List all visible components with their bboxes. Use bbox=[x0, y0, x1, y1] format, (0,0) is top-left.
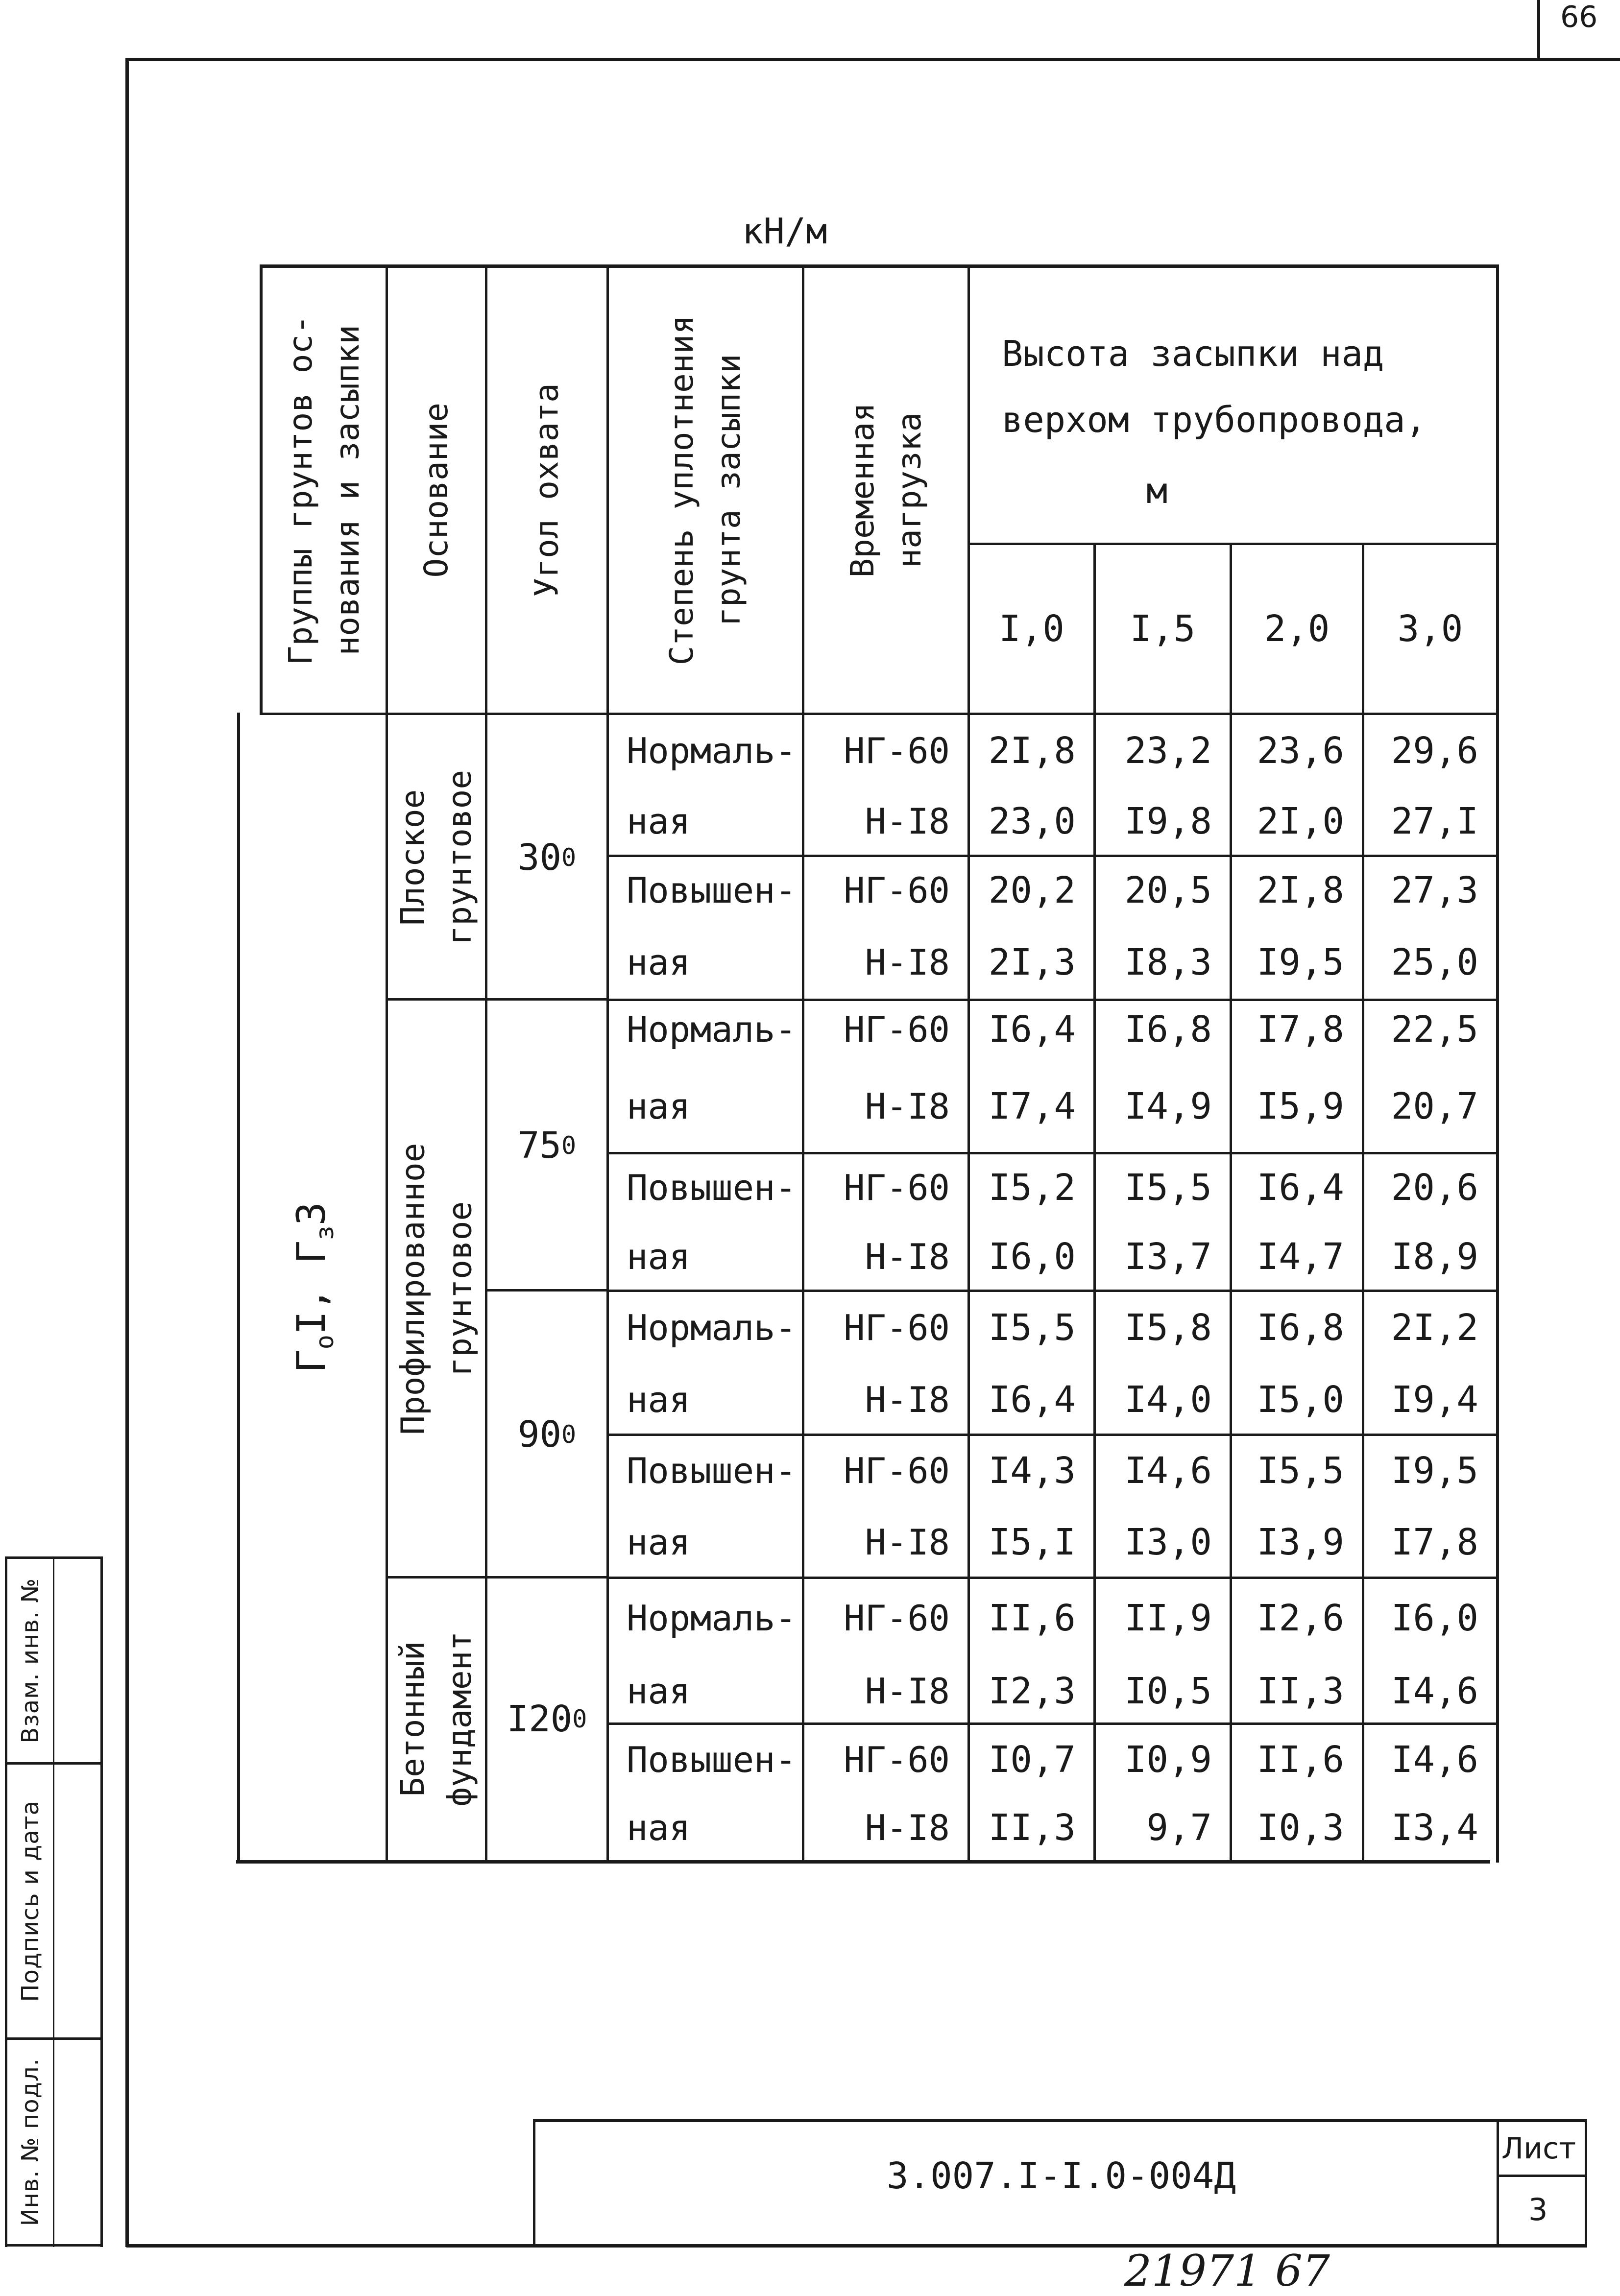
header-load: Временная нагрузка bbox=[843, 403, 928, 578]
value-cell: II,9 bbox=[1124, 1597, 1212, 1639]
value-cell: 27,3 bbox=[1391, 869, 1478, 911]
value-cell: I4,7 bbox=[1257, 1235, 1344, 1278]
value-cell: I6,4 bbox=[988, 1008, 1076, 1051]
compaction-cell: Нормаль- bbox=[627, 1009, 797, 1050]
value-cell: 20,5 bbox=[1124, 869, 1212, 911]
value-cell: I7,8 bbox=[1391, 1521, 1478, 1563]
compaction-cell: Нормаль- bbox=[627, 1307, 797, 1348]
compaction-cell: ная bbox=[627, 1807, 691, 1848]
compaction-cell: Нормаль- bbox=[627, 1597, 797, 1639]
compaction-cell: ная bbox=[627, 1085, 691, 1127]
value-cell: I2,6 bbox=[1257, 1597, 1344, 1639]
value-cell: I3,4 bbox=[1391, 1806, 1478, 1849]
sheet-label: Лист bbox=[1501, 2131, 1576, 2166]
sheet-number: 3 bbox=[1528, 2192, 1548, 2227]
value-cell: I8,9 bbox=[1391, 1235, 1478, 1278]
load-cell: НГ-60 bbox=[844, 1307, 950, 1348]
value-cell: 27,I bbox=[1391, 800, 1478, 842]
value-cell: II,6 bbox=[1257, 1738, 1344, 1781]
compaction-cell: Нормаль- bbox=[627, 730, 797, 771]
header-angle: Угол охвата bbox=[528, 383, 566, 598]
value-cell: I3,9 bbox=[1257, 1521, 1344, 1563]
base-concrete: Бетонный фундамент bbox=[394, 1631, 479, 1807]
load-cell: НГ-60 bbox=[844, 730, 950, 771]
value-cell: I5,5 bbox=[1257, 1449, 1344, 1492]
value-cell: I0,9 bbox=[1124, 1738, 1212, 1781]
stamp-strip-right bbox=[100, 1556, 103, 2247]
value-cell: II,3 bbox=[1257, 1670, 1344, 1712]
value-cell: I2,3 bbox=[988, 1670, 1076, 1712]
value-cell: I4,9 bbox=[1124, 1085, 1212, 1127]
title-block-sheet-sep bbox=[1497, 2175, 1587, 2177]
stamp-sign-date: Подпись и дата bbox=[16, 1800, 44, 2002]
compaction-cell: ная bbox=[627, 1670, 691, 1712]
base-sep-1 bbox=[386, 998, 487, 1001]
value-cell: I6,0 bbox=[988, 1235, 1076, 1278]
value-cell: 2I,2 bbox=[1391, 1306, 1478, 1349]
value-cell: I6,8 bbox=[1257, 1306, 1344, 1349]
value-cell: I4,6 bbox=[1391, 1670, 1478, 1712]
header-height-line3: м bbox=[1146, 470, 1168, 511]
table-border-bottom bbox=[236, 1860, 1490, 1864]
value-cell: I8,3 bbox=[1124, 941, 1212, 983]
base-profiled: Профилированное грунтовое bbox=[394, 1143, 479, 1435]
value-cell: 9,7 bbox=[1146, 1806, 1212, 1849]
value-cell: I5,I bbox=[988, 1521, 1076, 1563]
value-cell: I4,6 bbox=[1391, 1738, 1478, 1781]
stamp-inner-line bbox=[53, 1556, 54, 2247]
page-corner-number: 66 bbox=[1560, 0, 1598, 34]
angle-90: 90 0 bbox=[517, 1413, 577, 1456]
header-height-4: 3,0 bbox=[1397, 608, 1463, 650]
load-cell: НГ-60 bbox=[844, 1739, 950, 1780]
compaction-cell: ная bbox=[627, 1521, 691, 1563]
load-cell: НГ-60 bbox=[844, 1167, 950, 1208]
value-cell: I4,6 bbox=[1124, 1449, 1212, 1492]
table-border-top bbox=[260, 264, 1499, 268]
compaction-cell: Повышен- bbox=[627, 870, 797, 911]
value-cell: 23,6 bbox=[1257, 729, 1344, 772]
load-cell: Н-I8 bbox=[865, 1670, 950, 1712]
stamp-replace-inv: Взам. инв. № bbox=[16, 1578, 44, 1744]
unit-label: кН/м bbox=[742, 211, 827, 252]
title-block-top bbox=[533, 2119, 1587, 2122]
value-cell: I6,0 bbox=[1391, 1597, 1478, 1639]
header-height-1: I,0 bbox=[999, 608, 1064, 650]
value-cell: I9,4 bbox=[1391, 1378, 1478, 1421]
value-cell: I5,8 bbox=[1124, 1306, 1212, 1349]
title-block-right bbox=[1585, 2119, 1587, 2247]
stamp-inv-no: Инв. № подл. bbox=[16, 2057, 44, 2226]
value-cell: I9,5 bbox=[1257, 941, 1344, 983]
base-sep-2 bbox=[386, 1576, 487, 1578]
value-cell: I5,5 bbox=[988, 1306, 1076, 1349]
value-cell: 20,6 bbox=[1391, 1167, 1478, 1209]
load-cell: Н-I8 bbox=[865, 1521, 950, 1563]
value-cell: 2I,8 bbox=[1257, 869, 1344, 911]
value-cell: I5,2 bbox=[988, 1167, 1076, 1209]
load-cell: Н-I8 bbox=[865, 1379, 950, 1420]
angle-75: 75 0 bbox=[517, 1124, 577, 1167]
value-cell: I9,5 bbox=[1391, 1449, 1478, 1492]
angle-sep-2 bbox=[485, 1289, 609, 1292]
value-cell: I0,5 bbox=[1124, 1670, 1212, 1712]
handwritten-number: 21971 67 bbox=[1124, 2246, 1330, 2296]
load-cell: НГ-60 bbox=[844, 1597, 950, 1639]
value-cell: I7,4 bbox=[988, 1085, 1076, 1127]
value-cell: II,3 bbox=[988, 1806, 1076, 1849]
compaction-cell: Повышен- bbox=[627, 1167, 797, 1208]
load-cell: Н-I8 bbox=[865, 942, 950, 983]
load-cell: Н-I8 bbox=[865, 1807, 950, 1848]
document-code: 3.007.I-I.0-004Д bbox=[887, 2155, 1236, 2197]
load-cell: Н-I8 bbox=[865, 1236, 950, 1277]
value-cell: 25,0 bbox=[1391, 941, 1478, 983]
value-cell: 2I,3 bbox=[988, 941, 1076, 983]
value-cell: I6,4 bbox=[1257, 1167, 1344, 1209]
value-cell: 23,2 bbox=[1124, 729, 1212, 772]
value-cell: 20,7 bbox=[1391, 1085, 1478, 1127]
compaction-cell: ная bbox=[627, 800, 691, 842]
value-cell: II,6 bbox=[988, 1597, 1076, 1639]
title-block-left bbox=[533, 2119, 535, 2247]
angle-sep-3 bbox=[485, 1576, 609, 1578]
value-cell: I6,8 bbox=[1124, 1008, 1212, 1051]
base-flat: Плоское грунтовое bbox=[394, 770, 479, 945]
header-base: Основание bbox=[417, 403, 456, 578]
header-compaction: Степень уплотнения грунта засыпки bbox=[663, 315, 748, 666]
angle-120: I20 0 bbox=[507, 1698, 587, 1740]
group-label: $Г_оI$, $Г_з3$ bbox=[288, 1202, 339, 1373]
angle-sep-1 bbox=[485, 998, 609, 1001]
load-cell: Н-I8 bbox=[865, 1085, 950, 1127]
value-cell: I5,5 bbox=[1124, 1167, 1212, 1209]
load-cell: НГ-60 bbox=[844, 1009, 950, 1050]
load-cell: НГ-60 bbox=[844, 870, 950, 911]
value-cell: I5,9 bbox=[1257, 1085, 1344, 1127]
value-cell: I3,0 bbox=[1124, 1521, 1212, 1563]
compaction-cell: ная bbox=[627, 942, 691, 983]
load-cell: НГ-60 bbox=[844, 1450, 950, 1491]
value-cell: I7,8 bbox=[1257, 1008, 1344, 1051]
value-cell: I0,7 bbox=[988, 1738, 1076, 1781]
value-cell: I6,4 bbox=[988, 1378, 1076, 1421]
title-block-sheet-divider bbox=[1497, 2119, 1499, 2247]
value-cell: 2I,8 bbox=[988, 729, 1076, 772]
header-height-3: 2,0 bbox=[1264, 608, 1330, 650]
value-cell: I3,7 bbox=[1124, 1235, 1212, 1278]
compaction-cell: Повышен- bbox=[627, 1739, 797, 1780]
header-height-line1: Высота засыпки над bbox=[1002, 333, 1384, 374]
compaction-cell: ная bbox=[627, 1236, 691, 1277]
value-cell: I4,3 bbox=[988, 1449, 1076, 1492]
value-cell: I9,8 bbox=[1124, 800, 1212, 842]
compaction-cell: ная bbox=[627, 1379, 691, 1420]
load-cell: Н-I8 bbox=[865, 800, 950, 842]
table-border-right bbox=[1496, 264, 1499, 1863]
header-height-line2: верхом трубопровода, bbox=[1002, 399, 1427, 440]
value-cell: I5,0 bbox=[1257, 1378, 1344, 1421]
value-cell: I4,0 bbox=[1124, 1378, 1212, 1421]
value-cell: 20,2 bbox=[988, 869, 1076, 911]
value-cell: 23,0 bbox=[988, 800, 1076, 842]
value-cell: 2I,0 bbox=[1257, 800, 1344, 842]
value-cell: 29,6 bbox=[1391, 729, 1478, 772]
header-height-2: I,5 bbox=[1130, 608, 1196, 650]
compaction-cell: Повышен- bbox=[627, 1450, 797, 1491]
angle-30: 30 0 bbox=[517, 837, 577, 879]
header-groups: Группы грунтов ос- нования и засыпки bbox=[281, 315, 366, 666]
value-cell: I0,3 bbox=[1257, 1806, 1344, 1849]
value-cell: 22,5 bbox=[1391, 1008, 1478, 1051]
